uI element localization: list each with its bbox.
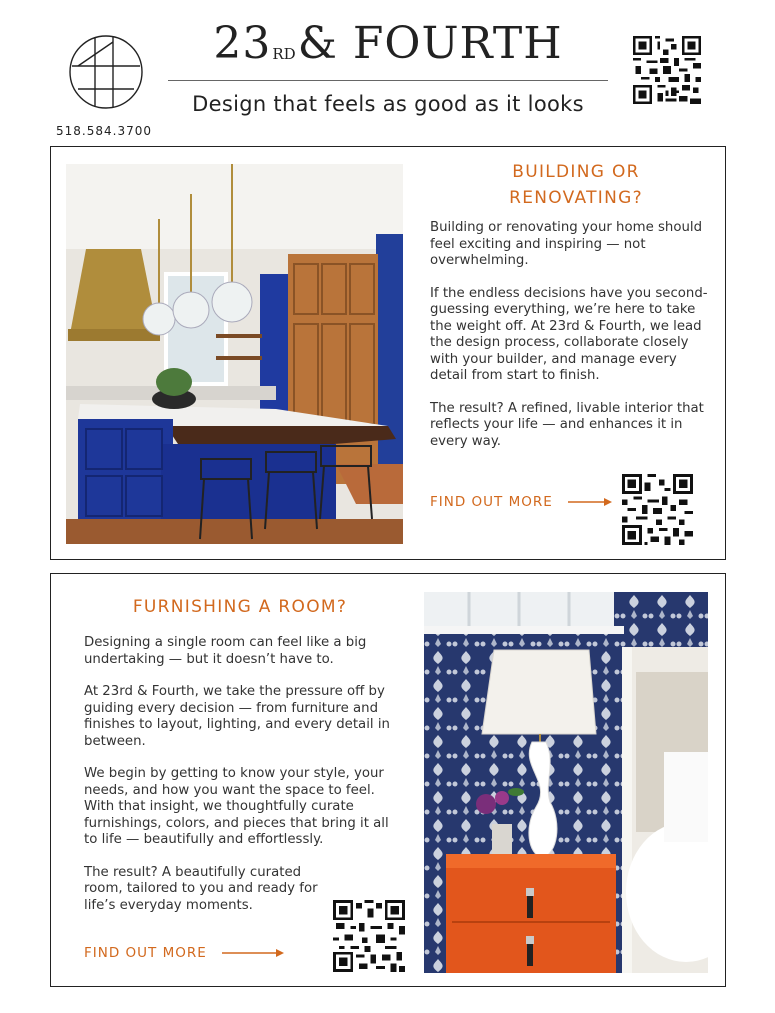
building-heading-line2: RENOVATING? [509,188,643,208]
furnishing-paragraph: The result? A beautifully curated room, tailored to you and ready for life’s everyday moments. [84,864,318,913]
brand-name [168,14,608,74]
building-paragraph: Building or renovating your home should feel exciting and inspiring — not overwhelming. [430,220,703,268]
qr-code-graphic [633,36,701,104]
kitchen-illustration [66,164,403,544]
building-find-out-more-link[interactable] [430,494,612,510]
qr-code-graphic [333,900,405,972]
qr-code-icon[interactable] [622,474,693,545]
furnishing-paragraph: We begin by getting to know your style, your needs, and how you want the space to feel. With that insight, we thoughtfully curate furnishings, colors, and pieces that bring it all to life — beautifully and effortlessly. [84,766,389,847]
arrow-right-icon [568,497,612,507]
kitchen-photo [66,164,403,544]
bedroom-photo [424,592,708,973]
tagline: Design that feels as good as it looks [192,92,584,116]
building-heading-line1: BUILDING OR [512,162,640,182]
qr-code-icon[interactable] [333,900,405,972]
header-divider [168,80,608,81]
furnishing-heading: FURNISHING A ROOM? [132,597,348,617]
grid-circle-logo-icon [68,34,144,110]
brand-number: 23 [213,18,272,69]
furnishing-body [84,635,406,930]
furnishing-paragraph: Designing a single room can feel like a big undertaking — but it doesn’t have to. [84,635,367,667]
phone-number[interactable]: 518.584.3700 [56,124,152,138]
furnishing-find-out-more-link[interactable] [84,945,284,961]
brand-superscript: RD [272,45,296,63]
arrow-right-icon [222,948,284,958]
brand-rest: & FOURTH [297,18,563,69]
qr-code-icon[interactable] [633,36,701,104]
building-heading [426,159,726,211]
furnishing-paragraph: At 23rd & Fourth, we take the pressure off by guiding every decision — from furniture and finishes to layout, lighting, and every detail in between. [84,684,390,749]
building-paragraph: If the endless decisions have you second-guessing everything, we’re here to take the weight off. At 23rd & Fourth, we lead the design process, collaborate closely with your builder, and manage every detail from start to finish. [430,285,708,383]
building-paragraph: The result? A refined, livable interior that reflects your life — and enhances it in every way. [430,400,704,449]
bedroom-illustration [424,592,708,973]
brand-logo [68,34,144,110]
furnishing-cta-label: FIND OUT MORE [84,945,207,961]
qr-code-graphic [622,474,693,545]
building-body [430,220,708,466]
building-cta-label: FIND OUT MORE [430,494,553,510]
